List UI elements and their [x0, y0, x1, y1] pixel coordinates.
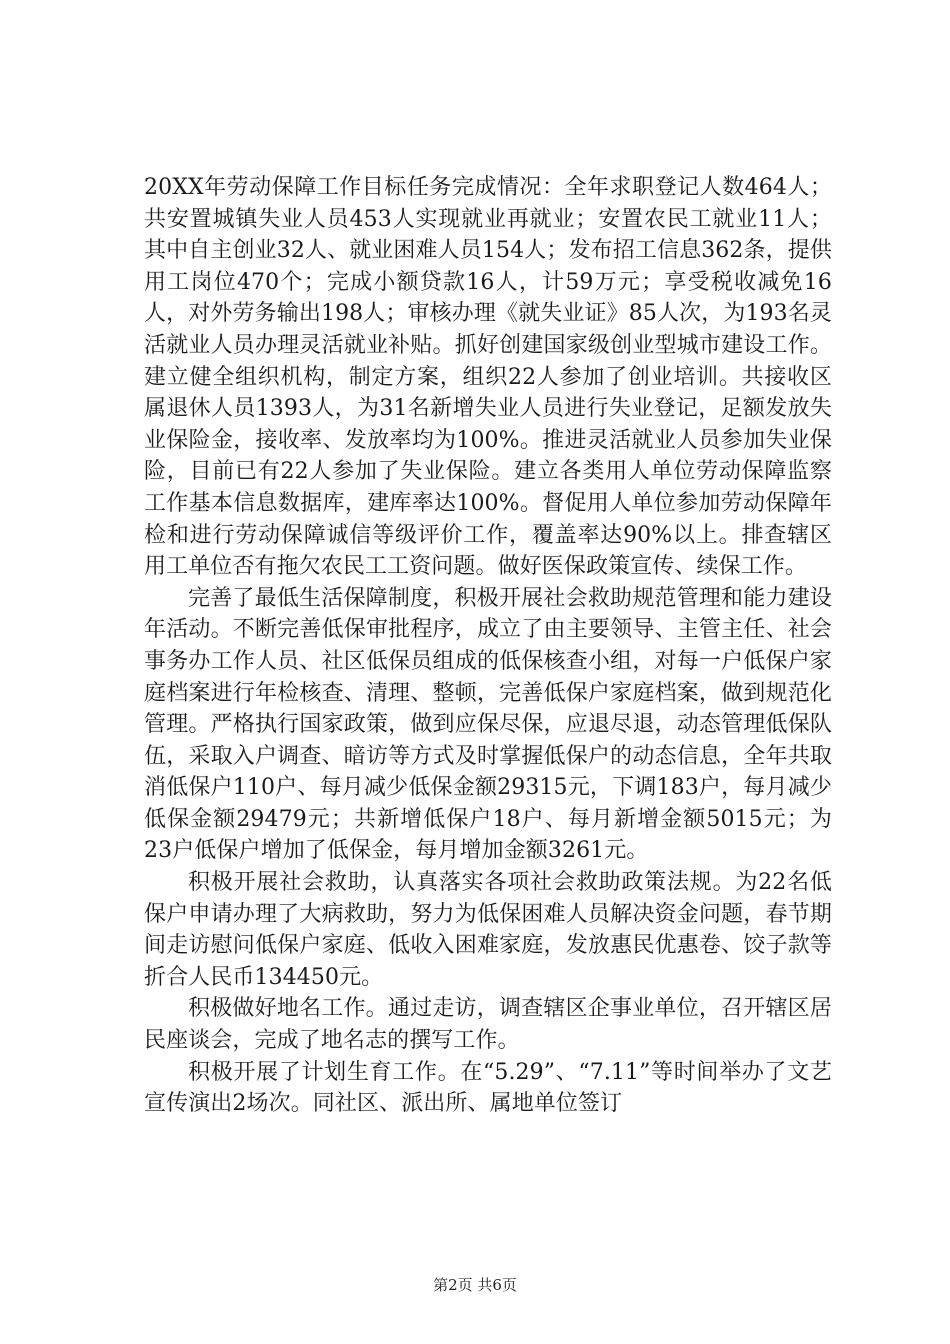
- paragraph-place-names: 积极做好地名工作。通过走访，调查辖区企事业单位，召开辖区居民座谈会，完成了地名志的撰写工作。: [144, 996, 832, 1054]
- page-number-footer: 第2页 共6页: [433, 1276, 517, 1294]
- paragraph-minimum-living-security: 完善了最低生活保障制度，积极开展社会救助规范管理和能力建设年活动。不断完善低保审批程序，成立了由主要领导、主管主任、社会事务办工作人员、社区低保员组成的低保核查小组，对每一户低保户家庭档案进行年检核查、清理、整顿，完善低保户家庭档案，做到规范化管理。严格执行国家政策，做到应保尽保，应退尽退，动态管理低保队伍，采取入户调查、暗访等方式及时掌握低保户的动态信息，全年共取消低保户110户、每月减少低保金额29315元，下调183户，每月减少低保金额29479元；共新增低保户18户、每月新增金额5015元；为23户低保户增加了低保金，每月增加金额3261元。: [144, 585, 832, 864]
- paragraph-family-planning: 积极开展了计划生育工作。在“5.29”、“7.11”等时间举办了文艺宣传演出2场次。同社区、派出所、属地单位签订: [144, 1059, 832, 1117]
- paragraph-labor-security: 20XX年劳动保障工作目标任务完成情况：全年求职登记人数464人；共安置城镇失业人员453人实现就业再就业；安置农民工就业11人；其中自主创业32人、就业困难人员154人；发布招工信息362条，提供用工岗位470个；完成小额贷款16人，计59万元；享受税收减免16人，对外劳务输出198人；审核办理《就失业证》85人次，为193名灵活就业人员办理灵活就业补贴。抓好创建国家级创业型城市建设工作。建立健全组织机构，制定方案，组织22人参加了创业培训。共接收区属退休人员1393人，为31名新增失业人员进行失业登记，足额发放失业保险金，接收率、发放率均为100%。推进灵活就业人员参加失业保险，目前已有22人参加了失业保险。建立各类用人单位劳动保障监察工作基本信息数据库，建库率达100%。督促用人单位参加劳动保障年检和进行劳动保障诚信等级评价工作，覆盖率达90%以上。排查辖区用工单位否有拖欠农民工工资问题。做好医保政策宣传、续保工作。: [144, 175, 832, 580]
- document-body: [144, 172, 832, 1120]
- paragraph-social-assistance: 积极开展社会救助，认真落实各项社会救助政策法规。为22名低保户申请办理了大病救助，努力为低保困难人员解决资金问题，春节期间走访慰问低保户家庭、低收入困难家庭，发放惠民优惠卷、饺子款等折合人民币134450元。: [144, 870, 832, 990]
